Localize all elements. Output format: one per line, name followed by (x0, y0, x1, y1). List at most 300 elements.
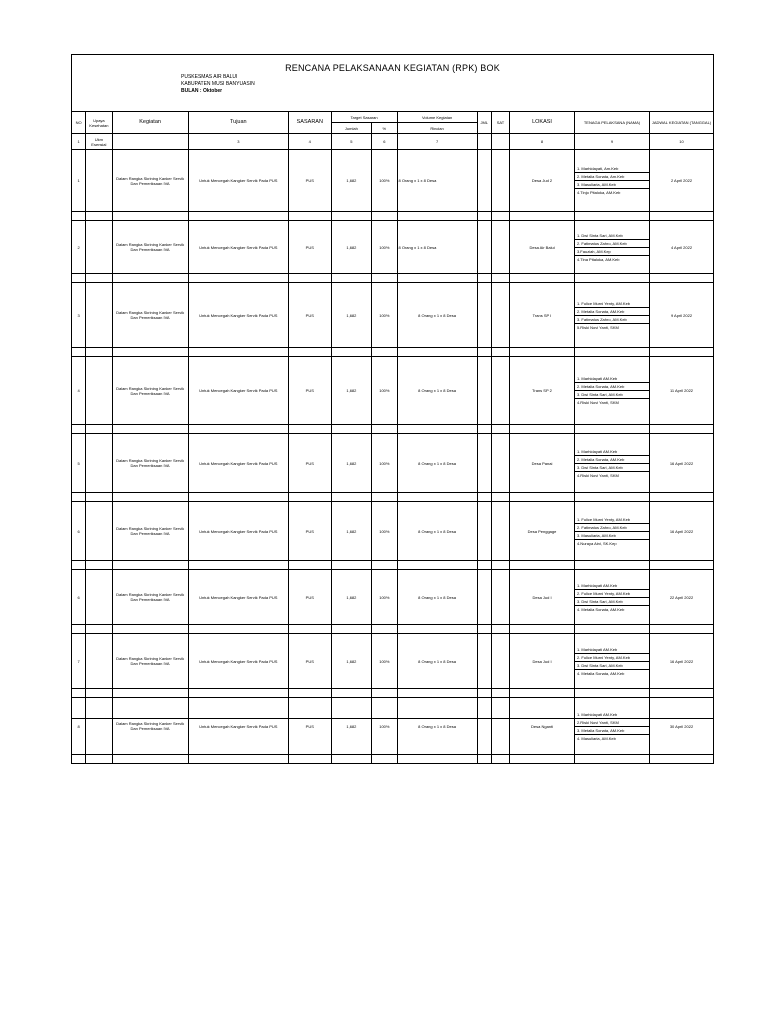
header-tenaga: TENAGA PELAKSANA (NAMA) (574, 112, 649, 134)
spacer-cell (650, 348, 714, 357)
spacer-cell (510, 561, 575, 570)
spacer-cell (188, 212, 288, 221)
row-jml (477, 221, 491, 274)
staff-name: 4.Tinjo Pitaloka, AM.Keb (576, 190, 621, 195)
table-spacer-row (72, 348, 714, 357)
staff-name: 4.Nuraya Aini, SK.Kep (576, 540, 617, 546)
row-tanggal: 22 April 2022 (650, 570, 714, 625)
table-row (72, 502, 714, 561)
spacer-cell (372, 425, 397, 434)
row-kegiatan: Dalam Rangka Skrining Kanker Servik Dan Pemeriksaan IVA (112, 221, 188, 274)
row-no: 8 (72, 698, 86, 755)
header-upaya: Upaya Kesehatan (86, 112, 112, 134)
spacer-cell (331, 561, 372, 570)
staff-name: 1. Dwi Sinta Sari, AM.Keb (575, 232, 649, 240)
spacer-cell (372, 348, 397, 357)
spacer-cell (86, 689, 112, 698)
rpk-sheet (71, 54, 714, 741)
spacer-cell (331, 755, 372, 764)
row-sasaran: PUS (289, 150, 332, 212)
row-jumlah: 1,682 (331, 698, 372, 755)
row-upaya (86, 150, 112, 212)
staff-name: 1. Marhidayati AM.Keb (575, 646, 649, 654)
row-jml (477, 150, 491, 212)
spacer-cell (510, 348, 575, 357)
header-target-sasaran: Target Sasaran (331, 112, 397, 123)
row-jml (477, 283, 491, 348)
row-jml (477, 634, 491, 689)
spacer-cell (372, 561, 397, 570)
header-pct: % (372, 123, 397, 134)
bulan-label: BULAN : Oktober (181, 88, 223, 94)
spacer-cell (477, 274, 491, 283)
spacer-cell (477, 348, 491, 357)
spacer-cell (86, 561, 112, 570)
spacer-cell (188, 561, 288, 570)
row-staff (574, 434, 649, 493)
staff-name: 2. Metalia Sonata, AM.Keb (575, 456, 649, 464)
row-pct: 100% (372, 634, 397, 689)
row-lokasi: Trans SP I (510, 283, 575, 348)
spacer-cell (86, 493, 112, 502)
row-lokasi: Desa Nganti (510, 698, 575, 755)
row-upaya (86, 434, 112, 493)
staff-name: 1. Marhidayati AM.Keb (575, 375, 649, 383)
staff-name: 1. Marhidayati AM.Keb (575, 582, 649, 590)
spacer-cell (372, 689, 397, 698)
row-kegiatan: Dalam Rangka Skrining Kanker Servik Dan Pemeriksaan IVA (112, 283, 188, 348)
spacer-cell (574, 493, 649, 502)
spacer-cell (72, 561, 86, 570)
staff-name: 2. Fatimatus Zahro, AM.Keb (575, 524, 649, 532)
spacer-cell (397, 755, 477, 764)
spacer-cell (188, 274, 288, 283)
row-sasaran: PUS (289, 434, 332, 493)
row-no: 2 (72, 221, 86, 274)
row-tujuan: Untuk Mencegah Kangker Servik Pada PUS (188, 570, 288, 625)
colnum-blank (112, 134, 188, 150)
spacer-cell (289, 212, 332, 221)
spacer-cell (574, 755, 649, 764)
row-tanggal: 4 April 2022 (650, 221, 714, 274)
spacer-cell (510, 689, 575, 698)
header-kegiatan: Kegiatan (112, 112, 188, 134)
row-tujuan: Untuk Mencegah Kangker Servik Pada PUS (188, 150, 288, 212)
row-jml (477, 434, 491, 493)
staff-name: 1. Marhidayati, Am.Keb (575, 165, 649, 173)
row-sat (491, 357, 509, 425)
spacer-cell (72, 689, 86, 698)
staff-name: 4. Metalia Sonata, AM.Keb (576, 606, 625, 612)
row-lokasi: Desa Jud 2 (510, 150, 575, 212)
row-lokasi: Trans SP 2 (510, 357, 575, 425)
spacer-cell (574, 625, 649, 634)
row-jml (477, 698, 491, 755)
spacer-cell (289, 755, 332, 764)
row-jumlah: 1,682 (331, 357, 372, 425)
row-no: 1 (72, 150, 86, 212)
table-row (72, 221, 714, 274)
colnum-blank (491, 134, 509, 150)
row-upaya (86, 283, 112, 348)
row-tujuan: Untuk Mencegah Kangker Servik Pada PUS (188, 434, 288, 493)
row-sasaran: PUS (289, 634, 332, 689)
spacer-cell (86, 212, 112, 221)
spacer-cell (574, 425, 649, 434)
row-lokasi: Desa Jud I (510, 570, 575, 625)
spacer-cell (289, 425, 332, 434)
table-spacer-row (72, 425, 714, 434)
spacer-cell (112, 348, 188, 357)
staff-name: 4.Riski Novi Yanti, SKM (576, 472, 619, 478)
staff-name: 3. Fatimatus Zahro, AM.Keb (575, 316, 649, 324)
table-spacer-row (72, 212, 714, 221)
spacer-cell (650, 274, 714, 283)
table-row (72, 570, 714, 625)
staff-name: 1. Fulice Murni Yenty, AM.Keb (575, 516, 649, 524)
row-upaya (86, 502, 112, 561)
spacer-cell (188, 625, 288, 634)
staff-name: 2. Metalia Sonata, AM.Keb (575, 383, 649, 391)
spacer-cell (289, 689, 332, 698)
colnum-10: 10 (650, 134, 714, 150)
row-pct: 100% (372, 698, 397, 755)
row-no: 3 (72, 283, 86, 348)
spacer-cell (289, 348, 332, 357)
row-sasaran: PUS (289, 698, 332, 755)
spacer-cell (510, 755, 575, 764)
spacer-cell (477, 755, 491, 764)
staff-name: 3.Fauziah, AM.Kep (575, 248, 649, 256)
row-sat (491, 698, 509, 755)
staff-name: 3. Masuliaria, AM.Keb (575, 181, 649, 189)
spacer-cell (188, 425, 288, 434)
row-staff (574, 634, 649, 689)
row-sat (491, 502, 509, 561)
header-volume: Volume Kegiatan (397, 112, 477, 123)
spacer-cell (650, 212, 714, 221)
spacer-cell (397, 689, 477, 698)
spacer-cell (574, 689, 649, 698)
spacer-cell (86, 755, 112, 764)
colnum-2: Ukm Esensial (86, 134, 112, 150)
spacer-cell (86, 625, 112, 634)
spacer-cell (491, 561, 509, 570)
row-rincian: 8 Orang x 1 x 8 Desa (397, 150, 477, 212)
spacer-cell (574, 348, 649, 357)
spacer-cell (72, 348, 86, 357)
row-sasaran: PUS (289, 502, 332, 561)
staff-name: 2. Fulice Murni Yenty, AM.Keb (575, 590, 649, 598)
spacer-cell (491, 212, 509, 221)
spacer-cell (650, 493, 714, 502)
spacer-cell (477, 493, 491, 502)
header-sat: SAT (491, 112, 509, 134)
row-jml (477, 570, 491, 625)
table-spacer-row (72, 755, 714, 764)
row-kegiatan: Dalam Rangka Skrining Kanker Servik Dan Pemeriksaan IVA (112, 150, 188, 212)
spacer-cell (188, 348, 288, 357)
colnum-7: 7 (397, 134, 477, 150)
spacer-cell (574, 212, 649, 221)
row-no: 6 (72, 570, 86, 625)
staff-name: 2. Fulice Murni Yenty, AM.Keb (575, 654, 649, 662)
staff-name: 2. Fatimatus Zahro, AM.Keb (575, 240, 649, 248)
row-pct: 100% (372, 357, 397, 425)
colnum-1: 1 (72, 134, 86, 150)
row-pct: 100% (372, 570, 397, 625)
row-rincian: 8 Orang x 1 x 8 Desa (397, 221, 477, 274)
row-pct: 100% (372, 283, 397, 348)
row-sat (491, 634, 509, 689)
row-rincian: 8 Orang x 1 x 8 Desa (397, 283, 477, 348)
spacer-cell (331, 625, 372, 634)
row-tanggal: 16 April 2022 (650, 502, 714, 561)
spacer-cell (112, 212, 188, 221)
spacer-cell (112, 561, 188, 570)
staff-name: 4. Metalia Sonata, AM.Keb (576, 670, 625, 676)
spacer-cell (86, 425, 112, 434)
row-staff (574, 283, 649, 348)
staff-name: 1. Marhidayati AM.Keb (575, 448, 649, 456)
row-no: 6 (72, 502, 86, 561)
row-kegiatan: Dalam Rangka Skrining Kanker Servik Dan Pemeriksaan IVA (112, 570, 188, 625)
spacer-cell (112, 755, 188, 764)
row-sasaran: PUS (289, 357, 332, 425)
row-lokasi: Desa Panai (510, 434, 575, 493)
table-row (72, 283, 714, 348)
header-jml: JML (477, 112, 491, 134)
spacer-cell (112, 425, 188, 434)
table-row (72, 698, 714, 755)
colnum-5: 5 (331, 134, 372, 150)
row-sat (491, 283, 509, 348)
colnum-6: 6 (372, 134, 397, 150)
row-pct: 100% (372, 434, 397, 493)
spacer-cell (72, 212, 86, 221)
row-lokasi: Desa Jud I (510, 634, 575, 689)
header-rincian: Rincian (397, 123, 477, 134)
staff-name: 3. Dwi Sinta Sari, AM.Keb (575, 391, 649, 399)
table-row (72, 150, 714, 212)
row-jumlah: 1,682 (331, 502, 372, 561)
spacer-cell (397, 561, 477, 570)
spacer-cell (372, 212, 397, 221)
spacer-cell (397, 625, 477, 634)
spacer-cell (491, 755, 509, 764)
colnum-4: 4 (289, 134, 332, 150)
spacer-cell (510, 425, 575, 434)
spacer-cell (397, 274, 477, 283)
row-sasaran: PUS (289, 570, 332, 625)
row-tujuan: Untuk Mencegah Kangker Servik Pada PUS (188, 634, 288, 689)
spacer-cell (72, 493, 86, 502)
spacer-cell (491, 625, 509, 634)
row-sat (491, 150, 509, 212)
row-tanggal: 16 April 2022 (650, 434, 714, 493)
row-upaya (86, 221, 112, 274)
row-staff (574, 357, 649, 425)
row-sat (491, 221, 509, 274)
staff-name: 2.Riski Novi Yanti, SKM (575, 719, 649, 727)
spacer-cell (477, 689, 491, 698)
row-rincian: 8 Orang x 1 x 8 Desa (397, 357, 477, 425)
spacer-cell (188, 493, 288, 502)
spacer-cell (188, 689, 288, 698)
header-no: NO (72, 112, 86, 134)
spacer-cell (72, 755, 86, 764)
header-jadwal: JADWAL KEGIATAN (TANGGAL) (650, 112, 714, 134)
spacer-cell (289, 561, 332, 570)
staff-name: 2. Metalia Sonata, AM.Keb (575, 308, 649, 316)
staff-name: 3. Metalia Sonata, AM.Keb (575, 727, 649, 735)
colnum-blank (477, 134, 491, 150)
row-jumlah: 1,682 (331, 150, 372, 212)
spacer-cell (289, 493, 332, 502)
table-spacer-row (72, 274, 714, 283)
row-upaya (86, 634, 112, 689)
staff-name: 4.Tina Pitaloka, AM.Keb (576, 256, 620, 262)
spacer-cell (397, 493, 477, 502)
staff-name: 3. Dwi Sinta Sari, AM.Keb (575, 598, 649, 606)
spacer-cell (331, 274, 372, 283)
colnum-8: 8 (510, 134, 575, 150)
row-tujuan: Untuk Mencegah Kangker Servik Pada PUS (188, 283, 288, 348)
staff-name: 3. Dwi Sinta Sari, AM.Keb (575, 662, 649, 670)
row-kegiatan: Dalam Rangka Skrining Kanker Servik Dan Pemeriksaan IVA (112, 698, 188, 755)
spacer-cell (650, 425, 714, 434)
row-staff (574, 570, 649, 625)
staff-name: 1. Fulice Murni Yenty, AM.Keb (575, 300, 649, 308)
header-sasaran: SASARAN (289, 112, 332, 134)
spacer-cell (491, 689, 509, 698)
row-kegiatan: Dalam Rangka Skrining Kanker Servik Dan Pemeriksaan IVA (112, 357, 188, 425)
spacer-cell (650, 561, 714, 570)
table-row (72, 357, 714, 425)
row-kegiatan: Dalam Rangka Skrining Kanker Servik Dan Pemeriksaan IVA (112, 434, 188, 493)
row-upaya (86, 698, 112, 755)
row-sasaran: PUS (289, 283, 332, 348)
spacer-cell (650, 755, 714, 764)
spacer-cell (188, 755, 288, 764)
staff-name: 5.Riski Novi Yanti, SKM (576, 324, 619, 330)
row-rincian: 8 Orang x 1 x 8 Desa (397, 434, 477, 493)
spacer-cell (510, 493, 575, 502)
table-spacer-row (72, 689, 714, 698)
spacer-cell (86, 348, 112, 357)
row-upaya (86, 357, 112, 425)
colnum-9: 9 (574, 134, 649, 150)
spacer-cell (72, 274, 86, 283)
spacer-cell (112, 625, 188, 634)
spacer-cell (574, 561, 649, 570)
spacer-cell (331, 348, 372, 357)
spacer-cell (112, 274, 188, 283)
row-rincian: 8 Orang x 1 x 8 Desa (397, 570, 477, 625)
spacer-cell (574, 274, 649, 283)
row-pct: 100% (372, 221, 397, 274)
header-tujuan: Tujuan (188, 112, 288, 134)
puskesmas-name: PUSKESMAS AIR BALUI (181, 74, 238, 80)
row-sat (491, 570, 509, 625)
spacer-cell (372, 274, 397, 283)
spacer-cell (477, 212, 491, 221)
spacer-cell (397, 348, 477, 357)
spacer-cell (289, 274, 332, 283)
spacer-cell (491, 348, 509, 357)
row-rincian: 8 Orang x 1 x 8 Desa (397, 698, 477, 755)
row-tanggal: 16 April 2022 (650, 634, 714, 689)
spacer-cell (650, 625, 714, 634)
row-no: 4 (72, 357, 86, 425)
row-no: 5 (72, 434, 86, 493)
rpk-table (71, 111, 714, 764)
row-staff (574, 221, 649, 274)
staff-name: 4. Masuliaria, AM.Keb (576, 735, 616, 741)
spacer-cell (72, 425, 86, 434)
row-jumlah: 1,682 (331, 570, 372, 625)
row-tanggal: 9 April 2022 (650, 283, 714, 348)
row-upaya (86, 570, 112, 625)
row-rincian: 8 Orang x 1 x 8 Desa (397, 634, 477, 689)
spacer-cell (510, 625, 575, 634)
row-tujuan: Untuk Mencegah Kangker Servik Pada PUS (188, 698, 288, 755)
row-staff (574, 502, 649, 561)
colnum-3: 3 (188, 134, 288, 150)
row-jml (477, 357, 491, 425)
spacer-cell (491, 425, 509, 434)
spacer-cell (112, 493, 188, 502)
row-tanggal: 30 April 2022 (650, 698, 714, 755)
row-sasaran: PUS (289, 221, 332, 274)
spacer-cell (477, 561, 491, 570)
staff-name: 3. Dwi Sinta Sari, AM.Keb (575, 464, 649, 472)
spacer-cell (397, 425, 477, 434)
spacer-cell (491, 493, 509, 502)
kabupaten-name: KABUPATEN MUSI BANYUASIN (181, 81, 255, 87)
row-tujuan: Untuk Mencegah Kangker Servik Pada PUS (188, 221, 288, 274)
row-tanggal: 11 April 2022 (650, 357, 714, 425)
spacer-cell (372, 755, 397, 764)
row-kegiatan: Dalam Rangka Skrining Kanker Servik Dan Pemeriksaan IVA (112, 502, 188, 561)
row-tanggal: 2 April 2022 (650, 150, 714, 212)
row-jumlah: 1,682 (331, 434, 372, 493)
row-lokasi: Desa Penggage (510, 502, 575, 561)
spacer-cell (397, 212, 477, 221)
spacer-cell (650, 689, 714, 698)
staff-name: 3. Masuliaria, AM.Keb (575, 532, 649, 540)
row-jumlah: 1,682 (331, 221, 372, 274)
spacer-cell (510, 212, 575, 221)
document-title: RENCANA PELAKSANAAN KEGIATAN (RPK) BOK (285, 63, 500, 73)
spacer-cell (331, 493, 372, 502)
staff-name: 2. Metalia Sonata, Am.Keb (575, 173, 649, 181)
row-pct: 100% (372, 150, 397, 212)
row-tujuan: Untuk Mencegah Kangker Servik Pada PUS (188, 357, 288, 425)
row-kegiatan: Dalam Rangka Skrining Kanker Servik Dan Pemeriksaan IVA (112, 634, 188, 689)
spacer-cell (477, 625, 491, 634)
header-jumlah: Jumlah (331, 123, 372, 134)
spacer-cell (491, 274, 509, 283)
spacer-cell (331, 212, 372, 221)
spacer-cell (372, 493, 397, 502)
spacer-cell (86, 274, 112, 283)
table-spacer-row (72, 625, 714, 634)
staff-name: 4.Riski Novi Yanti, SKM (576, 400, 619, 405)
activity-rows (72, 150, 714, 764)
row-jumlah: 1,682 (331, 283, 372, 348)
row-lokasi: Desa Air Balui (510, 221, 575, 274)
